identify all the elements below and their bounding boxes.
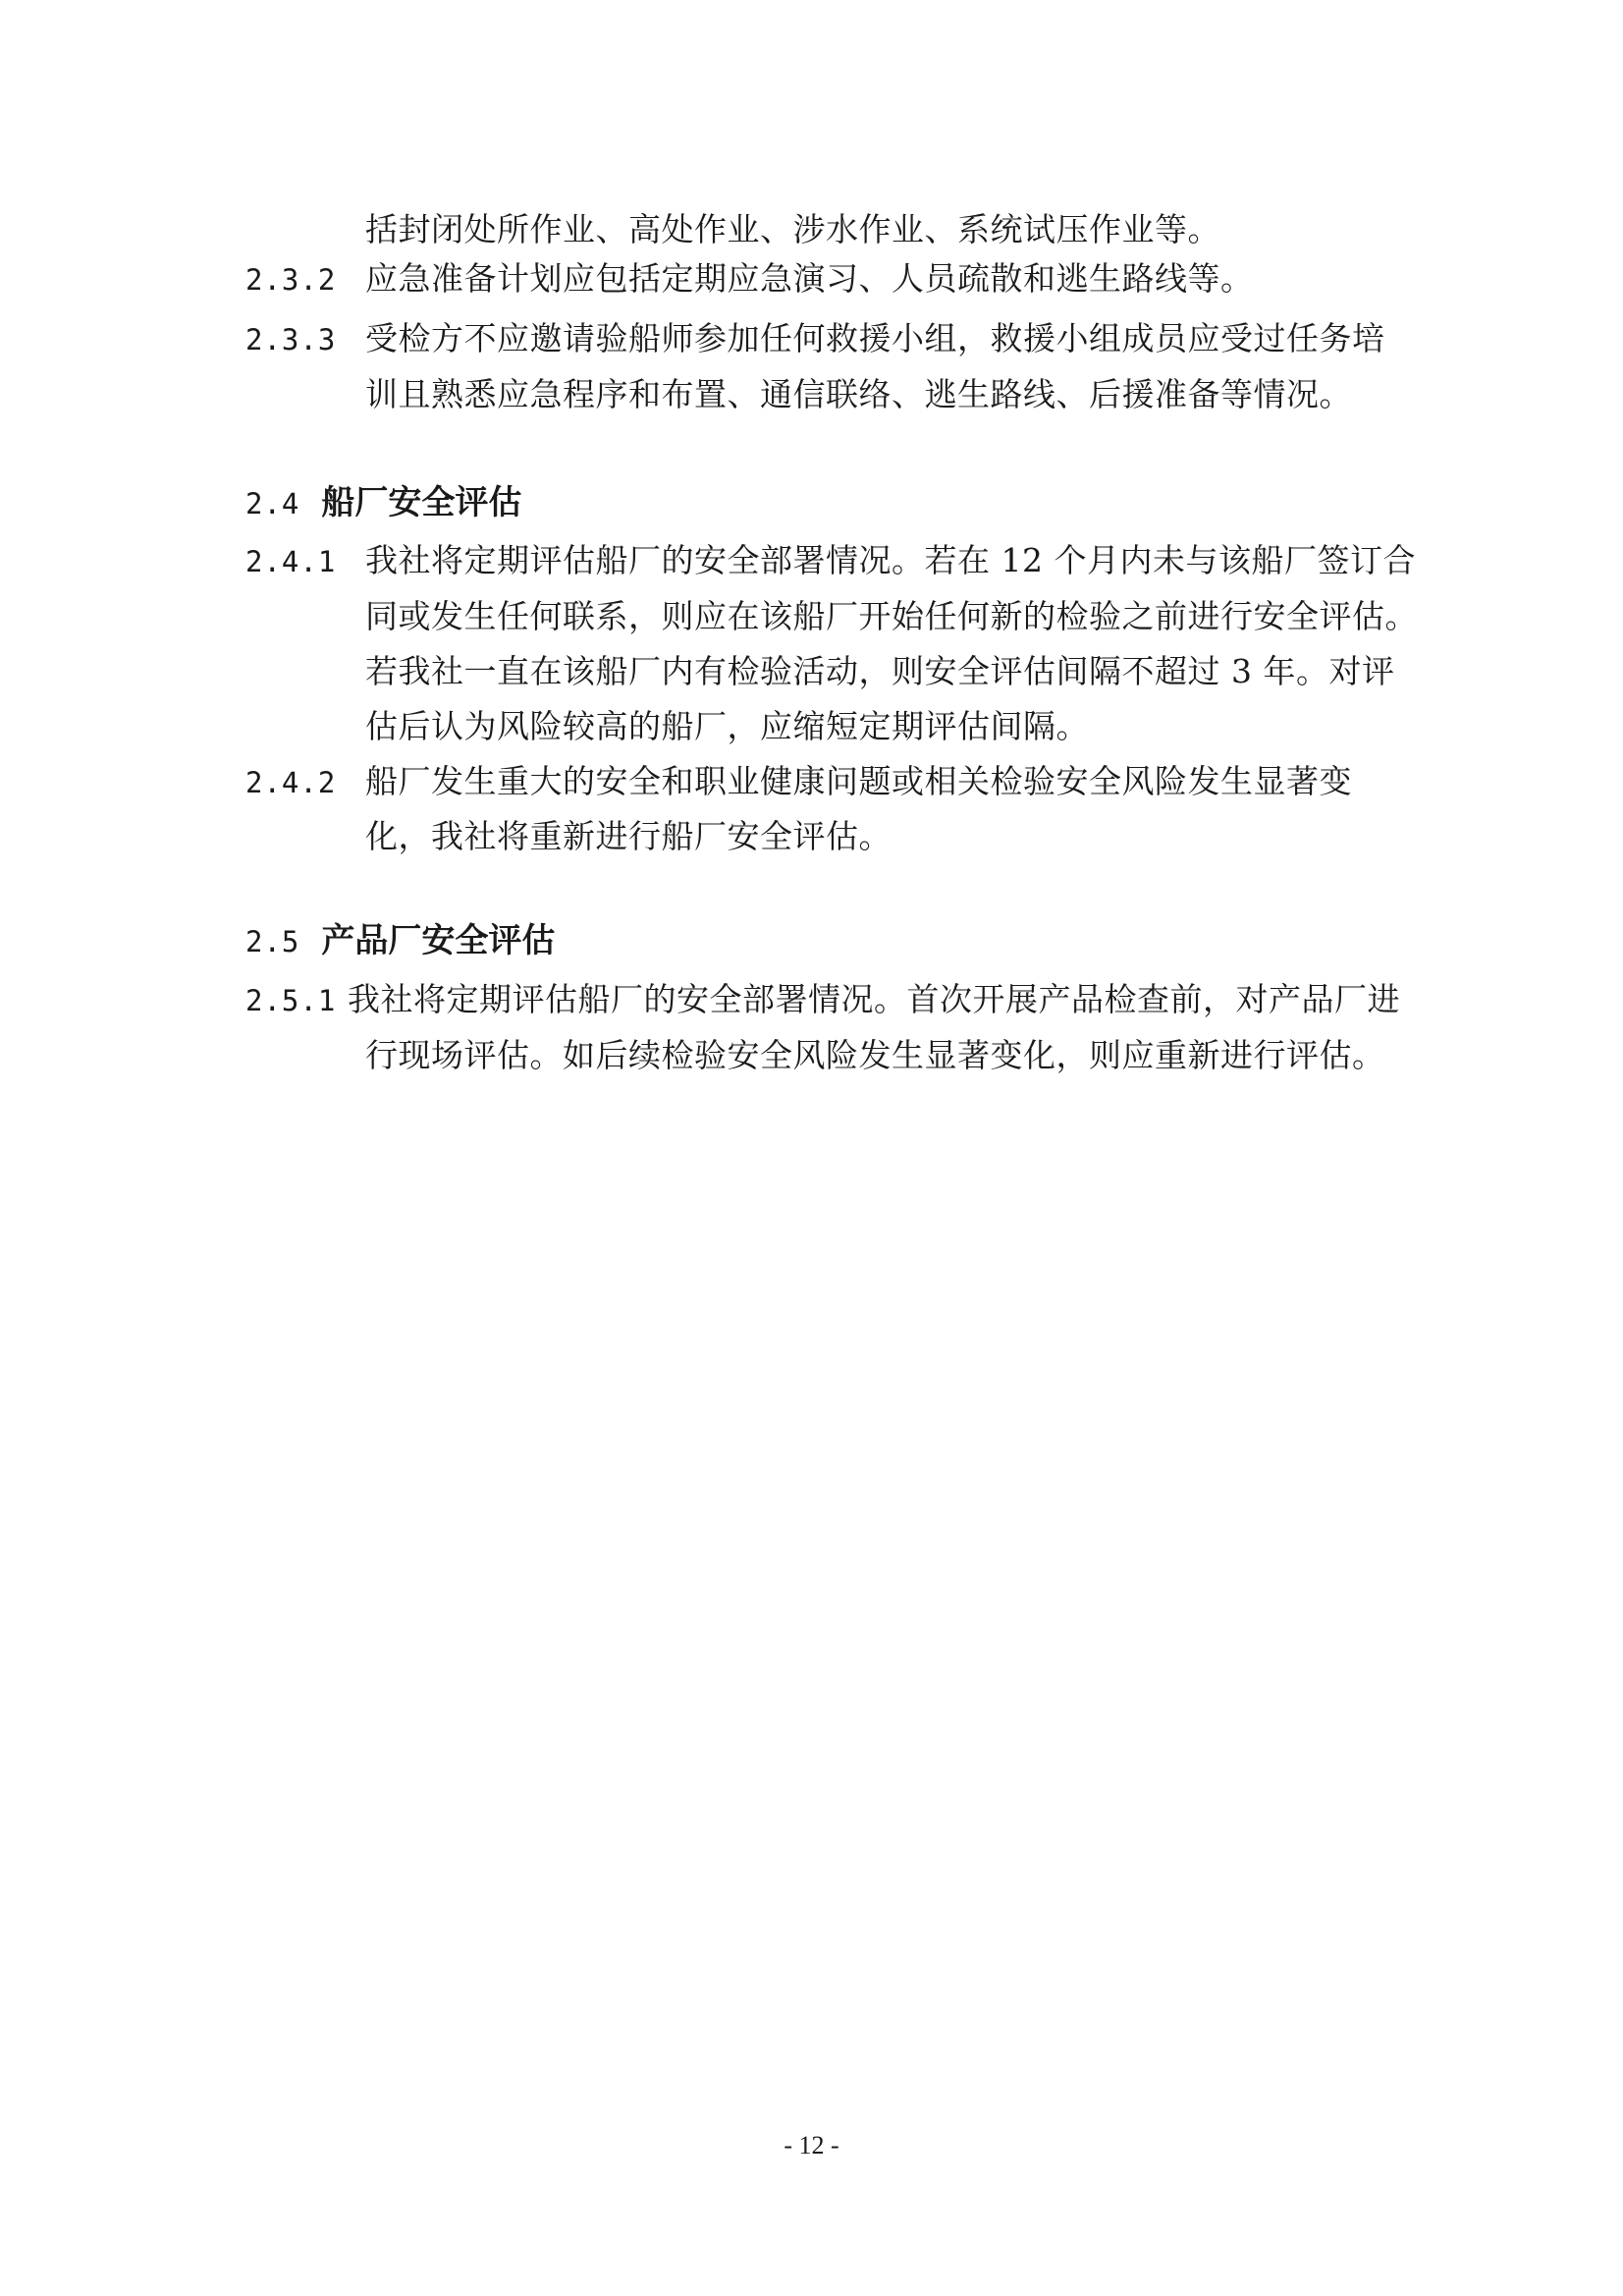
clause-number: 2.4.1 <box>245 545 337 578</box>
clause-2-4-1-line-2: 同或发生任何联系，则应在该船厂开始任何新的检验之前进行安全评估。 <box>365 597 1418 635</box>
clause-2-4-1-line-3: 若我社一直在该船厂内有检验活动，则安全评估间隔不超过 3 年。对评 <box>365 652 1395 690</box>
clause-2-5-1-line-1: 我社将定期评估船厂的安全部署情况。首次开展产品检查前，对产品厂进 <box>348 980 1400 1018</box>
clause-2-5-1-line-2: 行现场评估。如后续检验安全风险发生显著变化，则应重新进行评估。 <box>365 1036 1385 1074</box>
clause-2-3-1-continuation: 括封闭处所作业、高处作业、涉水作业、系统试压作业等。 <box>365 210 1220 248</box>
clause-2-3-2 <box>245 257 363 301</box>
section-heading-2-5 <box>245 919 555 963</box>
clause-2-4-1-line-1: 我社将定期评估船厂的安全部署情况。若在 12 个月内未与该船厂签订合 <box>365 541 1416 579</box>
section-number: 2.5 <box>245 925 300 958</box>
clause-2-4-2 <box>245 760 363 804</box>
clause-2-4-2-line-1: 船厂发生重大的安全和职业健康问题或相关检验安全风险发生显著变 <box>365 762 1352 800</box>
clause-number: 2.3.3 <box>245 323 337 356</box>
clause-2-3-2-text: 应急准备计划应包括定期应急演习、人员疏散和逃生路线等。 <box>365 259 1254 298</box>
clause-2-3-3 <box>245 317 363 361</box>
clause-number: 2.5.1 <box>245 984 337 1017</box>
clause-number: 2.4.2 <box>245 766 337 799</box>
section-title: 船厂安全评估 <box>321 483 522 522</box>
clause-number: 2.3.2 <box>245 263 337 297</box>
clause-2-3-3-line-2: 训且熟悉应急程序和布置、通信联络、逃生路线、后援准备等情况。 <box>365 375 1352 413</box>
section-title: 产品厂安全评估 <box>321 921 556 960</box>
page-number: - 12 - <box>784 2131 839 2159</box>
clause-2-3-3-line-1: 受检方不应邀请验船师参加任何救援小组，救援小组成员应受过任务培 <box>365 319 1385 357</box>
clause-2-4-1 <box>245 539 363 583</box>
clause-2-4-1-line-4: 估后认为风险较高的船厂，应缩短定期评估间隔。 <box>365 707 1089 745</box>
clause-2-4-2-line-2: 化，我社将重新进行船厂安全评估。 <box>365 817 892 855</box>
clause-2-5-1 <box>245 978 344 1022</box>
section-number: 2.4 <box>245 487 300 520</box>
section-heading-2-4 <box>245 481 521 525</box>
